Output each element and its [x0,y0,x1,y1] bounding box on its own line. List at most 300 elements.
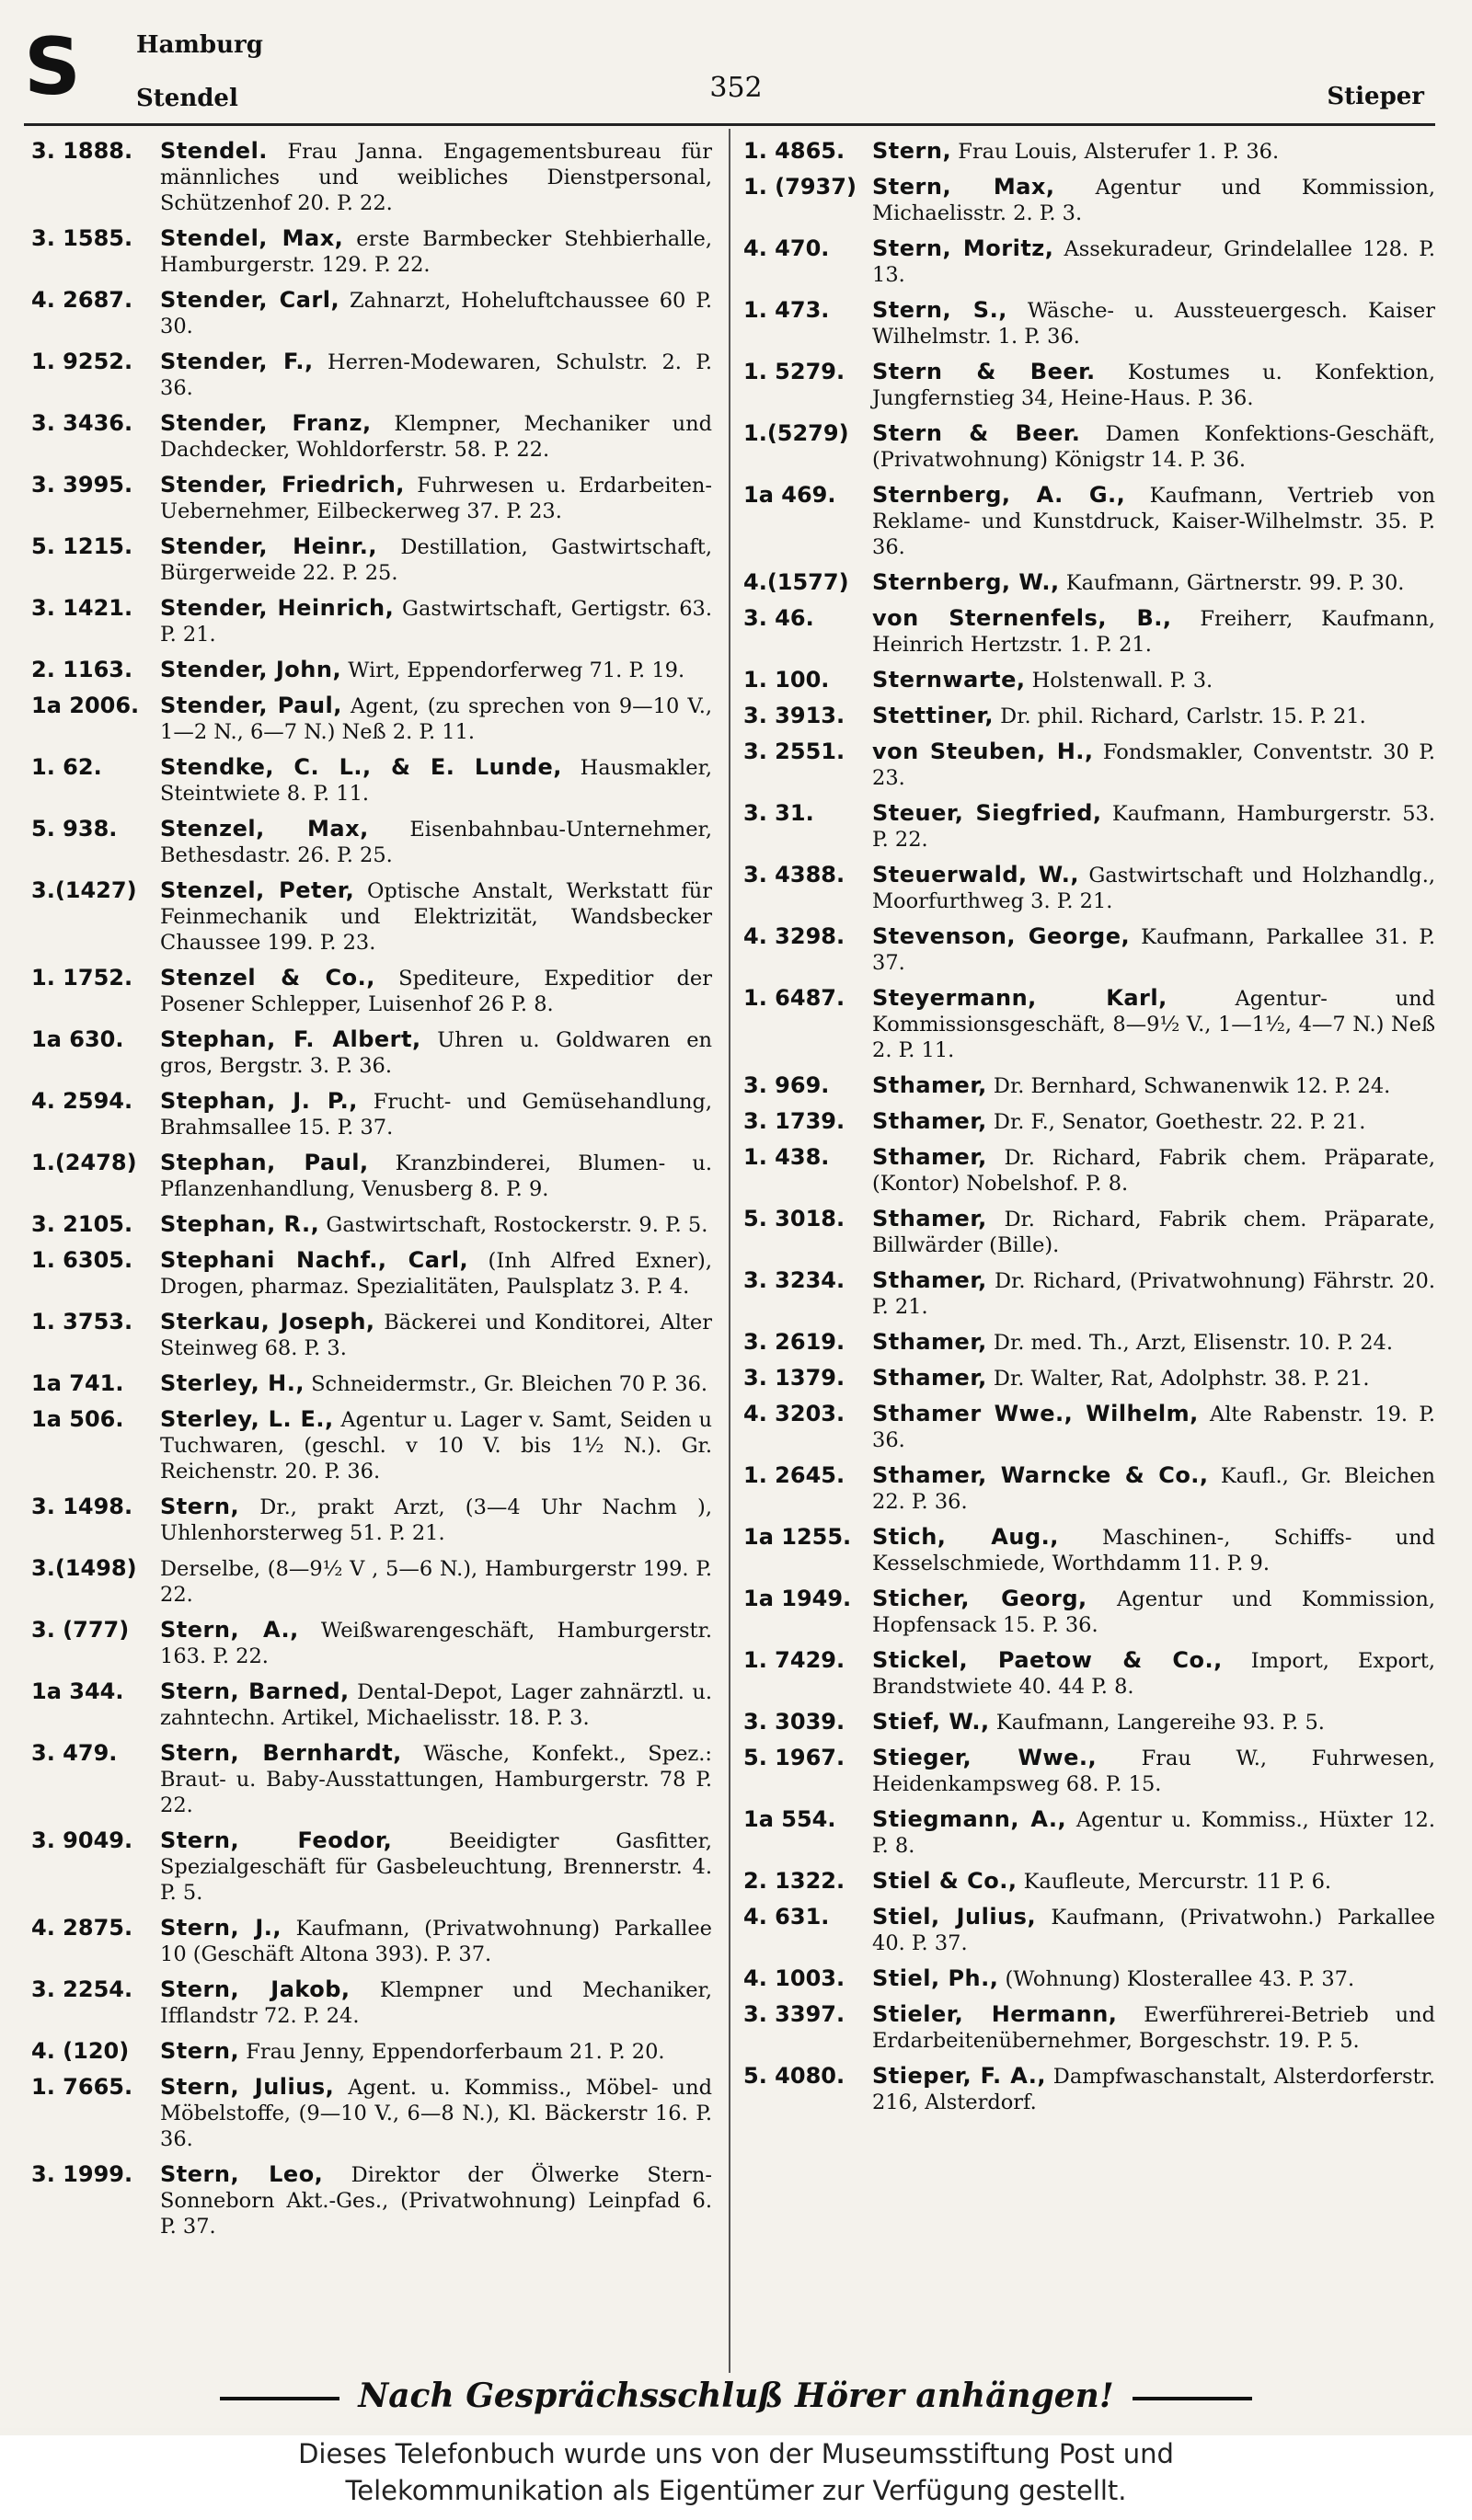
entry-details: Beeidigter Gasfitter, Spezialgeschäft für Gasbeleuchtung, Brennerstr. 4. P. 5. [160,1829,712,1905]
directory-entry [743,1524,1435,1576]
phone-number: 1. 6487. [743,985,845,1011]
entry-text [872,1401,1435,1453]
directory-entry [743,359,1435,411]
entry-details: Alte Rabenstr. 19. P. 36. [872,1403,1436,1452]
phone-number: 3. 1379. [743,1365,845,1391]
entry-details: Hausmakler, Steintwiete 8. P. 11. [160,756,712,806]
subscriber-name: Stieper, F. A., [872,2063,1046,2089]
directory-entry [31,2161,712,2239]
entry-text [160,410,712,463]
subscriber-name: Stendke, C. L., & E. Lunde, [160,754,562,780]
entry-details: Fuhrwesen u. Erdarbeiten-Uebernehmer, Eilbeckerweg 37. P. 23. [160,474,712,523]
phone-number: 3. 3995. [31,472,133,498]
directory-entry [31,1370,712,1397]
entry-text [160,1740,712,1818]
subscriber-name: Stephan, R., [160,1211,320,1237]
entry-text [872,482,1435,560]
directory-entry [743,1401,1435,1453]
phone-number: 3. 2619. [743,1329,845,1355]
entry-details: Wäsche, Konfekt., Spez.: Braut- u. Baby-Ausstattungen, Hamburgerstr. 78 P. 22. [160,1742,712,1817]
phone-number: 3. 3436. [31,410,133,436]
subscriber-name: Stern & Beer. [872,359,1096,384]
subscriber-name: Stern, Bernhardt, [160,1740,402,1766]
entry-text [872,985,1435,1063]
entry-details: Frau Janna. Engagementsbureau für männliches und weibliches Dienstpersonal, Schützenhof 20. P. 22. [160,140,712,215]
entry-details: Kaufmann, Hamburgerstr. 53. P. 22. [872,802,1435,852]
directory-entry [31,754,712,807]
subscriber-name: Stevenson, George, [872,923,1131,949]
directory-entry [743,1206,1435,1258]
entry-details: erste Barmbecker Stehbierhalle, Hamburgerstr. 129. P. 22. [160,227,712,277]
directory-entry [31,657,712,683]
directory-entry [31,2038,712,2065]
entry-text [160,1976,712,2029]
phone-number: 3.(1427) [31,877,137,903]
subscriber-name: Steyermann, Karl, [872,985,1167,1011]
phone-number: 3.(1498) [31,1555,137,1581]
directory-entry [743,1586,1435,1638]
entry-details: Dr. Richard, (Privatwohnung) Fährstr. 20. P. 21. [872,1269,1435,1319]
phone-number: 1. 5279. [743,359,845,384]
entry-details: Agent. u. Kommiss., Möbel- und Möbelstoffe, (9—10 V., 6—8 N.), Kl. Bäckerstr 16. P. 36. [160,2076,712,2151]
subscriber-name: Stiel, Julius, [872,1904,1037,1930]
subscriber-name: Stern, [160,2038,240,2064]
directory-entry [31,595,712,647]
subscriber-name: Stiegmann, A., [872,1806,1067,1832]
entry-text [160,349,712,401]
entry-text [872,2001,1435,2054]
phone-number: 1. 1752. [31,965,133,991]
entry-details: Kaufmann, Gärtnerstr. 99. P. 30. [1059,571,1405,595]
entry-text [160,1370,712,1397]
entry-text [160,2074,712,2152]
entry-text [160,2038,712,2065]
subscriber-name: Stiel & Co., [872,1868,1018,1894]
directory-entry [31,533,712,586]
subscriber-name: Stender, Heinr., [160,533,377,559]
ownership-note-line-1: Dieses Telefonbuch wurde uns von der Museumsstiftung Post und [298,2438,1174,2469]
entry-details: Gastwirtschaft, Gertigstr. 63. P. 21. [160,597,712,647]
directory-entry [743,703,1435,729]
subscriber-name: Sthamer, [872,1329,987,1355]
entry-text [160,1309,712,1361]
entry-text [872,667,1435,693]
directory-entry [743,297,1435,349]
entry-details: Agentur und Kommission, Hopfensack 15. P. 36. [872,1587,1436,1637]
subscriber-name: Sthamer, [872,1144,987,1170]
directory-entry [743,739,1435,791]
directory-entry [743,667,1435,693]
phone-number: 1a 741. [31,1370,124,1396]
subscriber-name: Sthamer, [872,1365,987,1391]
phone-number: 3. 1498. [31,1494,133,1519]
phone-number: 3. 1999. [31,2161,133,2187]
entry-details: Destillation, Gastwirtschaft, Bürgerweide 22. P. 25. [160,535,713,585]
phone-number: 1. 4865. [743,138,845,164]
directory-entry [743,1868,1435,1895]
subscriber-name: Stendel. [160,138,268,164]
directory-entry [31,1740,712,1818]
entry-details: Dampfwaschanstalt, Alsterdorferstr. 216, Alsterdorf. [872,2065,1436,2114]
entry-text [872,1144,1435,1197]
entry-text [872,1267,1435,1320]
directory-entry [743,569,1435,596]
phone-number: 2. 1163. [31,657,133,682]
directory-entry [31,349,712,401]
directory-entry [31,1309,712,1361]
entry-text [872,800,1435,853]
entry-details: Zahnarzt, Hoheluftchaussee 60 P. 30. [160,289,712,338]
phone-number: 1a 1949. [743,1586,852,1611]
directory-entry [743,1965,1435,1992]
phone-number: 4. 2687. [31,287,133,313]
directory-entry [743,1108,1435,1135]
subscriber-name: Sterley, L. E., [160,1406,334,1432]
directory-entry [31,1976,712,2029]
entry-text [872,862,1435,914]
phone-number: 3. 1585. [31,225,133,251]
subscriber-name: Stern, [160,1494,240,1519]
phone-number: 1. 62. [31,754,102,780]
phone-number: 3. 9049. [31,1827,133,1853]
phone-number: 5. 1215. [31,533,133,559]
directory-entry [743,1745,1435,1797]
directory-entry [743,1806,1435,1859]
directory-entry [31,472,712,524]
phone-number: 3. 31. [743,800,814,826]
entry-text [872,1365,1435,1392]
directory-entry [743,1144,1435,1197]
directory-entry [31,138,712,216]
phone-number: 2. 1322. [743,1868,845,1894]
phone-number: 5. 938. [31,816,118,842]
phone-number: 4. 470. [743,235,830,261]
entry-text [872,1524,1435,1576]
phone-number: 1. 6305. [31,1247,133,1273]
phone-number: 3. 2105. [31,1211,133,1237]
phone-number: 3. 2254. [31,1976,133,2002]
section-letter: S [24,21,81,113]
entry-text [160,1088,712,1140]
entry-text [160,2161,712,2239]
directory-entry [743,1709,1435,1735]
phone-number: 3. 2551. [743,739,845,764]
directory-entry [31,1247,712,1300]
phone-number: 1a 469. [743,482,836,508]
directory-entry [31,1827,712,1906]
phone-number: 1. 3753. [31,1309,133,1334]
entry-details: Wäsche- u. Aussteuergesch. Kaiser Wilhelmstr. 1. P. 36. [872,299,1435,349]
directory-entry [743,862,1435,914]
phone-number: 1. (7937) [743,174,857,200]
entry-text [160,1827,712,1906]
page-number: 352 [709,72,763,104]
subscriber-name: Sticher, Georg, [872,1586,1087,1611]
entry-details: Derselbe, (8—9½ V , 5—6 N.), Hamburgerstr 199. P. 22. [160,1557,712,1607]
directory-entry [31,1211,712,1238]
entry-details: Kaufmann, Parkallee 31. P. 37. [872,925,1436,975]
entry-text [872,1329,1435,1356]
entry-details: Agentur u. Lager v. Samt, Seiden u Tuchwaren, (geschl. v 10 V. bis 1½ N.). Gr. Reichenstr. 20. P. 36. [160,1408,712,1483]
entry-details: Dr. Walter, Rat, Adolphstr. 38. P. 21. [986,1367,1370,1391]
directory-entry [31,2074,712,2152]
subscriber-name: Stenzel, Max, [160,816,369,842]
ownership-note [0,2435,1472,2520]
entry-details: Klempner, Mechaniker und Dachdecker, Wohldorferstr. 58. P. 22. [160,412,712,462]
directory-entry [743,174,1435,226]
directory-entry [31,1026,712,1079]
subscriber-name: Sterley, H., [160,1370,305,1396]
entry-details: Frau W., Fuhrwesen, Heidenkampsweg 68. P. 15. [872,1747,1435,1796]
subscriber-name: Stender, John, [160,657,342,682]
right-column [743,138,1435,2125]
entry-text [160,1150,712,1202]
directory-entry [743,420,1435,473]
phone-number: 4. 3203. [743,1401,845,1426]
entry-text [872,138,1435,165]
phone-number: 3. 1888. [31,138,133,164]
entry-details: Dr. F., Senator, Goethestr. 22. P. 21. [986,1110,1366,1134]
subscriber-name: Stendel, Max, [160,225,344,251]
entry-details: Dr. Bernhard, Schwanenwik 12. P. 24. [986,1074,1391,1098]
phone-number: 1a 554. [743,1806,836,1832]
subscriber-name: Stender, Franz, [160,410,372,436]
subscriber-name: Stender, Carl, [160,287,340,313]
slogan-dash-left [220,2397,339,2400]
subscriber-name: Stender, Friedrich, [160,472,405,498]
entry-details: Freiherr, Kaufmann, Heinrich Hertzstr. 1. P. 21. [872,607,1436,657]
entry-text [160,1555,712,1608]
entry-text [160,965,712,1017]
entry-text [872,923,1435,976]
directory-entry [31,693,712,745]
phone-number: 1a 1255. [743,1524,852,1550]
entry-details: Ewerführerei-Betrieb und Erdarbeitenübernehmer, Borgeschstr. 19. P. 5. [872,2003,1435,2053]
entry-text [160,138,712,216]
directory-entry [743,138,1435,165]
entry-details: Herren-Modewaren, Schulstr. 2. P. 36. [160,350,712,400]
phone-number: 5. 3018. [743,1206,845,1231]
subscriber-name: Stief, W., [872,1709,990,1735]
phone-number: 1. 473. [743,297,830,323]
phone-number: 3. 3234. [743,1267,845,1293]
directory-entry [743,605,1435,658]
directory-entry [31,1555,712,1608]
entry-details: Schneidermstr., Gr. Bleichen 70 P. 36. [304,1372,708,1396]
entry-details: Kranzbinderei, Blumen- u. Pflanzenhandlung, Venusberg 8. P. 9. [160,1151,712,1201]
entry-details: Agentur und Kommission, Michaelisstr. 2. P. 3. [872,176,1435,225]
directory-entry [743,235,1435,288]
phone-number: 4. 2594. [31,1088,133,1114]
subscriber-name: Stern, Barned, [160,1678,350,1704]
entry-details: Kaufmann, (Privatwohnung) Parkallee 10 (Geschäft Altona 393). P. 37. [160,1917,712,1966]
entry-text [872,235,1435,288]
subscriber-name: Stern, Julius, [160,2074,335,2100]
entry-details: Damen Konfektions-Geschäft, (Privatwohnung) Königstr 14. P. 36. [872,422,1435,472]
phone-number: 4. 2875. [31,1915,133,1941]
entry-details: Dental-Depot, Lager zahnärztl. u. zahntechn. Artikel, Michaelisstr. 18. P. 3. [160,1680,712,1730]
entry-text [872,1072,1435,1099]
entry-details: Dr. Richard, Fabrik chem. Präparate, (Kontor) Nobelshof. P. 8. [872,1146,1435,1196]
subscriber-name: Sternwarte, [872,667,1026,693]
phone-number: 3. 4388. [743,862,845,888]
phone-number: 1a 2006. [31,693,140,718]
slogan-dash-right [1133,2397,1252,2400]
entry-details: Bäckerei und Konditorei, Alter Steinweg 68. P. 3. [160,1311,712,1360]
directory-entry [31,965,712,1017]
entry-text [160,595,712,647]
entry-text [160,754,712,807]
phone-number: 1. 9252. [31,349,133,374]
phone-number: 4. 1003. [743,1965,845,1991]
entry-text [160,877,712,956]
subscriber-name: Stern, Leo, [160,2161,324,2187]
entry-details: Assekuradeur, Grindelallee 128. P. 13. [872,237,1435,287]
entry-details: Agent, (zu sprechen von 9—10 V., 1—2 N., 6—7 N.) Neß 2. P. 11. [160,694,713,744]
directory-entry [31,287,712,339]
entry-text [872,2063,1435,2115]
entry-details: Eisenbahnbau-Unternehmer, Bethesdastr. 26. P. 25. [160,818,712,867]
subscriber-name: Stettiner, [872,703,994,728]
entry-text [872,739,1435,791]
directory-entry [31,1678,712,1731]
entry-details: Kaufmann, Vertrieb von Reklame- und Kunstdruck, Kaiser-Wilhelmstr. 35. P. 36. [872,484,1435,559]
entry-text [160,1915,712,1967]
phone-number: 1a 344. [31,1678,124,1704]
directory-entry [743,1267,1435,1320]
subscriber-name: Stern, Jakob, [160,1976,351,2002]
subscriber-name: Stender, F., [160,349,314,374]
entry-text [160,657,712,683]
directory-entry [743,1647,1435,1700]
entry-text [872,1904,1435,1956]
directory-entry [743,1329,1435,1356]
entry-text [160,1494,712,1546]
entry-text [872,1806,1435,1859]
entry-details: Uhren u. Goldwaren en gros, Bergstr. 3. P. 36. [160,1028,712,1078]
entry-details: (Wohnung) Klosterallee 43. P. 37. [998,1967,1355,1991]
entry-details: Dr. phil. Richard, Carlstr. 15. P. 21. [994,704,1366,728]
subscriber-name: Stern, [872,138,952,164]
entry-details: Gastwirtschaft, Rostockerstr. 9. P. 5. [319,1213,708,1237]
entry-text [872,1206,1435,1258]
subscriber-name: Stender, Heinrich, [160,595,395,621]
subscriber-name: Stickel, Paetow & Co., [872,1647,1223,1673]
phone-number: 3. 969. [743,1072,830,1098]
directory-entry [31,1617,712,1669]
entry-text [872,1647,1435,1700]
phone-number: 1.(5279) [743,420,849,446]
entry-details: Frau Jenny, Eppendorferbaum 21. P. 20. [239,2040,665,2064]
subscriber-name: von Steuben, H., [872,739,1094,764]
directory-entry [743,1462,1435,1515]
subscriber-name: Stern, J., [160,1915,282,1941]
phone-number: 4.(1577) [743,569,849,595]
subscriber-name: Sternberg, W., [872,569,1060,595]
phone-number: 4. 631. [743,1904,830,1930]
header-first-entry: Stendel [136,85,238,112]
entry-text [872,297,1435,349]
directory-entry [743,1365,1435,1392]
entry-text [872,174,1435,226]
entry-details: Kaufmann, (Privatwohn.) Parkallee 40. P. 37. [872,1906,1435,1955]
left-column [31,138,712,2249]
directory-entry [31,1088,712,1140]
header-rule [24,123,1435,126]
entry-text [872,1108,1435,1135]
entry-details: Kaufmann, Langereihe 93. P. 5. [989,1711,1325,1735]
directory-entry [743,2063,1435,2115]
entry-text [872,1745,1435,1797]
phone-number: 3. 3039. [743,1709,845,1735]
directory-entry [743,985,1435,1063]
column-divider [729,129,730,2373]
entry-details: Maschinen-, Schiffs- und Kesselschmiede, Worthdamm 11. P. 9. [872,1526,1435,1575]
entry-details: Fondsmakler, Conventstr. 30 P. 23. [872,740,1435,790]
subscriber-name: Stephani Nachf., Carl, [160,1247,469,1273]
entry-details: Dr. Richard, Fabrik chem. Präparate, Billwärder (Bille). [872,1208,1435,1257]
hang-up-slogan [0,2377,1472,2415]
entry-text [872,703,1435,729]
subscriber-name: Stern, Max, [872,174,1055,200]
phone-number: 1. 438. [743,1144,830,1170]
subscriber-name: Stern, S., [872,297,1007,323]
slogan-text: Nach Gesprächsschluß Hörer anhängen! [358,2377,1114,2415]
entry-text [160,1617,712,1669]
subscriber-name: Stephan, Paul, [160,1150,369,1175]
entry-details: Frau Louis, Alsterufer 1. P. 36. [951,140,1280,164]
entry-details: Gastwirtschaft und Holzhandlg., Moorfurthweg 3. P. 21. [872,864,1435,913]
entry-details: Optische Anstalt, Werkstatt für Feinmechanik und Elektrizität, Wandsbecker Chaussee 199. P. 23. [160,879,712,955]
phone-number: 1a 506. [31,1406,124,1432]
entry-details: Spediteure, Expeditior der Posener Schlepper, Luisenhof 26 P. 8. [160,967,712,1016]
subscriber-name: Steuerwald, W., [872,862,1079,888]
subscriber-name: Stern, Feodor, [160,1827,393,1853]
subscriber-name: Sterkau, Joseph, [160,1309,375,1334]
entry-details: Kostumes u. Konfektion, Jungfernstieg 34, Heine-Haus. P. 36. [872,361,1435,410]
phone-number: 3. 3913. [743,703,845,728]
subscriber-name: Stephan, F. Albert, [160,1026,421,1052]
subscriber-name: Stern & Beer. [872,420,1081,446]
phone-number: 4. 3298. [743,923,845,949]
directory-entry [31,410,712,463]
entry-details: Holstenwall. P. 3. [1025,669,1213,693]
directory-entry [743,1072,1435,1099]
entry-text [160,287,712,339]
entry-details: Agentur u. Kommiss., Hüxter 12. P. 8. [872,1808,1435,1858]
directory-entry [743,1904,1435,1956]
directory-entry [31,1150,712,1202]
subscriber-name: Sthamer, [872,1108,987,1134]
subscriber-name: Sthamer, Warncke & Co., [872,1462,1209,1488]
subscriber-name: Stenzel & Co., [160,965,375,991]
directory-entry [743,482,1435,560]
subscriber-name: Stender, Paul, [160,693,342,718]
phone-number: 3. 1421. [31,595,133,621]
entry-text [160,225,712,278]
subscriber-name: Steuer, Siegfried, [872,800,1102,826]
entry-text [872,1868,1435,1895]
directory-entry [743,2001,1435,2054]
phone-number: 4. (120) [31,2038,130,2064]
directory-entry [31,877,712,956]
entry-text [872,420,1435,473]
entry-text [872,359,1435,411]
phone-number: 3. (777) [31,1617,130,1643]
directory-entry [31,1406,712,1484]
entry-details: Wirt, Eppendorferweg 71. P. 19. [341,659,685,682]
subscriber-name: Sthamer, [872,1267,987,1293]
